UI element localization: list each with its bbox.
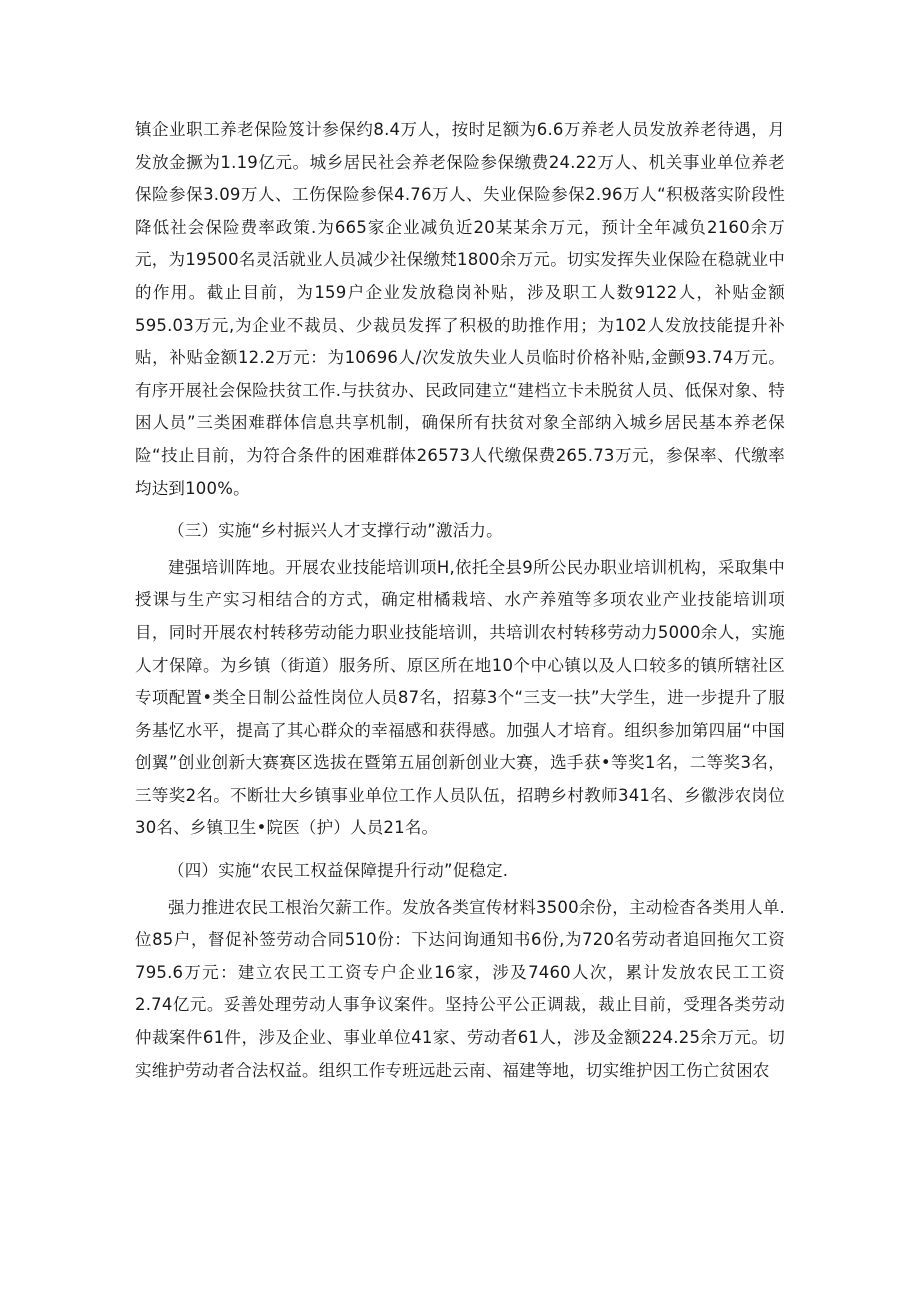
section-heading-rural-talent: （三）实施“乡村振兴人才支撑行动”激活力。	[168, 521, 503, 541]
document-page	[135, 114, 785, 1087]
section-heading-migrant-worker-rights: （四）实施“农民工权益保障提升行动”促稳定.	[168, 861, 509, 881]
paragraph-rural-talent: 建强培训阵地。开展农业技能培训项H,依托全县9所公民办职业培训机构，采取集中授课与生产实习相结合的方式，确定柑橘栽培、水产养殖等多项农业产业技能培训项目，同时开展农村转移劳动能力职业技能培训，共培训农村转移劳动力5000余人，实施人才保障。为乡镇（街道）服务所、原区所在地10个中心镇以及人口较多的镇所辖社区专项配置•类全日制公益性岗位人员87名，招募3个“三支一扶”大学生，进一步提升了服务基忆水平，提高了其心群众的幸福感和获得感。加强人才培育。组织参加第四届“中国创翼”创业创新大赛赛区选拔在暨第五届创新创业大赛，选手获•等奖1名，二等奖3名，三等奖2名。不断壮大乡镇事业单位工作人员队伍，招聘乡村教师341名、乡徽涉农岗位30名、乡镇卫生•院医（护）人员21名。	[135, 557, 785, 838]
paragraph-migrant-worker-rights: 强力推进农民工根治欠薪工作。发放各类宣传材料3500余份，主动检杳各类用人单.位85户，督促补签劳动合同510份：下达问询通知书6份,为720名劳动者追回拖欠工资795.6万元：建立农民工工资专户企业16家，涉及7460人次，累计发放农民工工资2.74亿元。妥善处理劳动人事争议案件。坚持公平公正调裁，裁止目前，受理各类劳动仲裁案件61件，涉及企业、事业单位41家、劳动者61人，涉及金额224.25余万元。切实维护劳动者合法权益。组织工作专班远赴云南、福建等地，切实维护因工伤亡贫困农	[135, 897, 785, 1080]
paragraph-social-insurance: 镇企业职工养老保险笈计参保约8.4万人，按时足额为6.6万养老人员发放养老待遇，月发放金撅为1.19亿元。城乡居民社会养老保险参保缴费24.22万人、机关事业单位养老保险参保3.09万人、工伤保险参保4.76万人、失业保险参保2.96万人“积极落实阶段性降低社会保险费率政策.为665家企业减负近20某某余万元，预计全年减负2160余万元，为19500名灵活就业人员减少社保缴梵1800余万元。切实发挥失业保险在稳就业中的作用。截止目前，为159户企业发放稳岗补贴，涉及职工人数9122人，补贴金额595.03万元,为企业不裁员、少裁员发挥了积极的助推作用；为102人发放技能提升补贴，补贴金额12.2万元：为10696人/次发放失业人员临时价格补贴,金颤93.74万元。有序开展社会保险扶贫工作.与扶贫办、民政同建立“建档立卡未脱贫人员、低保对象、特困人员”三类困难群体信息共享机制，确保所有扶贫对象全部纳入城乡居民基本养老保险“技止目前，为符合条件的困难群体26573人代缴保费265.73万元，参保率、代缴率均达到100%。	[135, 120, 785, 498]
